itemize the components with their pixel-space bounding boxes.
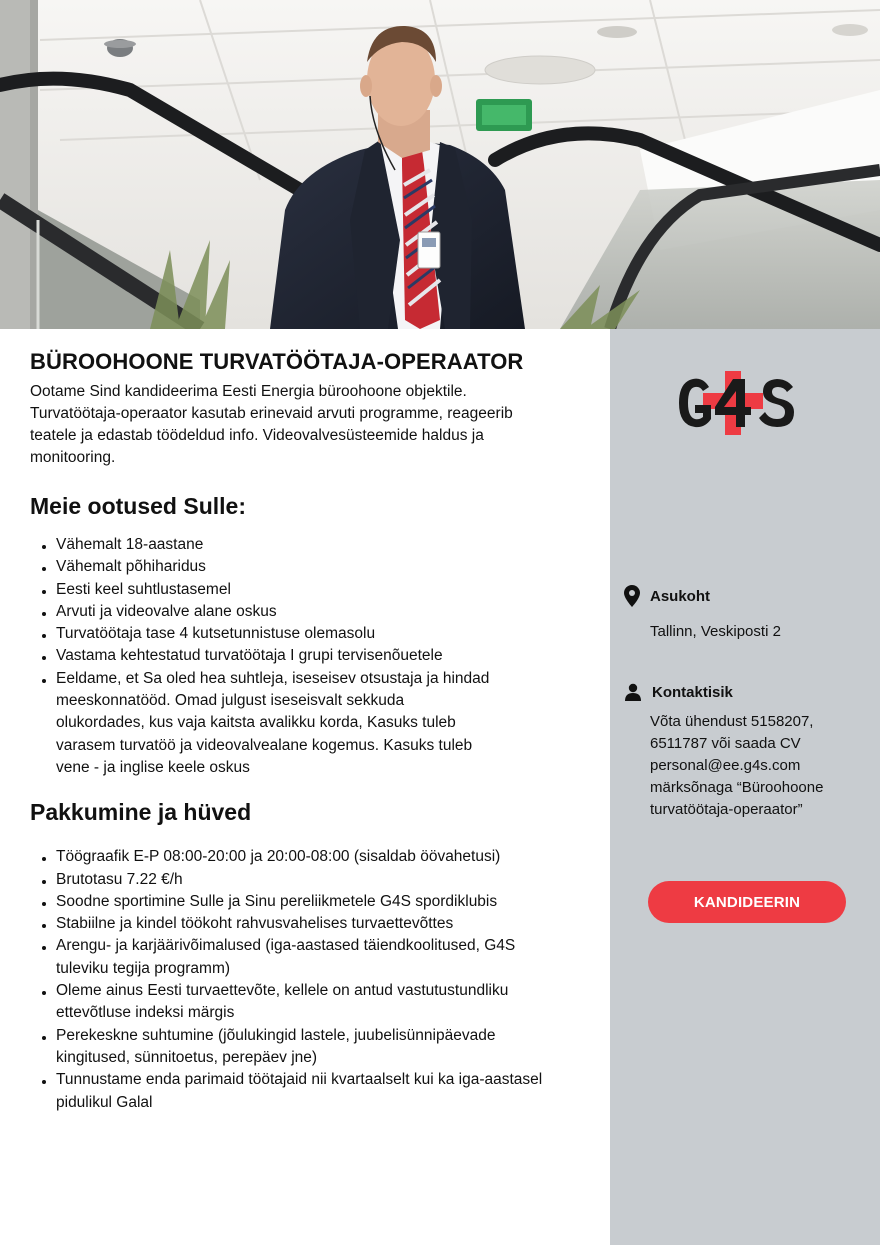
contact-value: Võta ühendust 5158207, 6511787 või saada CV personal@ee.g4s.com märksõnaga “Büroohoone turvatöötaja-operaator”	[650, 713, 824, 818]
expectations-list	[30, 534, 490, 779]
list-item: Vastama kehtestatud turvatöötaja I grupi tervisenõuetele	[30, 645, 490, 667]
list-item: Tunnustame enda parimaid töötajaid nii kvartaalselt kui ka iga-aastasel pidulikul Galal	[30, 1069, 550, 1114]
list-item: Arvuti ja videovalve alane oskus	[30, 601, 490, 623]
hero-photo	[0, 0, 880, 329]
list-item: Oleme ainus Eesti turvaettevõte, kellele on antud vastutustundliku ettevõtluse indeksi märgis	[30, 980, 550, 1025]
job-title: BÜROOHOONE TURVATÖÖTAJA-OPERAATOR	[30, 349, 524, 374]
security-guard-illustration	[0, 0, 880, 329]
list-item: Turvatöötaja tase 4 kutsetunnistuse olemasolu	[30, 623, 490, 645]
sidebar-panel	[610, 329, 880, 1245]
list-item: Perekeskne suhtumine (jõulukingid lastele, juubelisünnipäevade kingitused, sünnitoetus, perepäev jne)	[30, 1025, 550, 1070]
offer-title: Pakkumine ja hüved	[30, 799, 252, 826]
location-pin-icon	[624, 585, 640, 607]
list-item: Arengu- ja karjäärivõimalused (iga-aastased täiendkoolitused, G4S tuleviku tegija programm)	[30, 935, 550, 980]
contact-label: Kontaktisik	[652, 683, 733, 701]
exit-sign-icon	[476, 99, 532, 131]
list-item: Vähemalt 18-aastane	[30, 534, 490, 556]
list-item: Soodne sportimine Sulle ja Sinu pereliikmetele G4S spordiklubis	[30, 891, 550, 913]
offer-list	[30, 846, 550, 1114]
contact-block	[624, 683, 864, 821]
location-block	[624, 585, 864, 643]
apply-button[interactable]: KANDIDEERIN	[648, 881, 846, 923]
person-icon	[624, 683, 642, 701]
list-item: Eesti keel suhtlustasemel	[30, 579, 490, 601]
list-item: Töögraafik E-P 08:00-20:00 ja 20:00-08:00 (sisaldab öövahetusi)	[30, 846, 550, 868]
expectations-title: Meie ootused Sulle:	[30, 493, 246, 519]
list-item: Brutotasu 7.22 €/h	[30, 869, 550, 891]
list-item: Eeldame, et Sa oled hea suhtleja, iseseisev otsustaja ja hindad meeskonnatööd. Omad julgust iseseisvalt sekkuda olukordades, kus vaja kaitsta avalikku korda, Kasuks tuleb varasem turvatöö ja videovalvealane kogemus. Kasuks tuleb vene - ja inglise keele oskus	[30, 668, 490, 779]
list-item: Vähemalt põhiharidus	[30, 556, 490, 578]
location-label: Asukoht	[650, 587, 710, 605]
job-intro: Ootame Sind kandideerima Eesti Energia büroohoone objektile. Turvatöötaja-operaator kasutab erinevaid arvuti programme, reageerib teatele ja edastab töödeldud info. Videovalvesüsteemide haldus ja monitooring.	[30, 383, 513, 466]
g4s-logo	[675, 367, 800, 439]
location-value: Tallinn, Veskiposti 2	[650, 623, 781, 640]
list-item: Stabiilne ja kindel töökoht rahvusvahelises turvaettevõttes	[30, 913, 550, 935]
main-content	[30, 349, 590, 1114]
